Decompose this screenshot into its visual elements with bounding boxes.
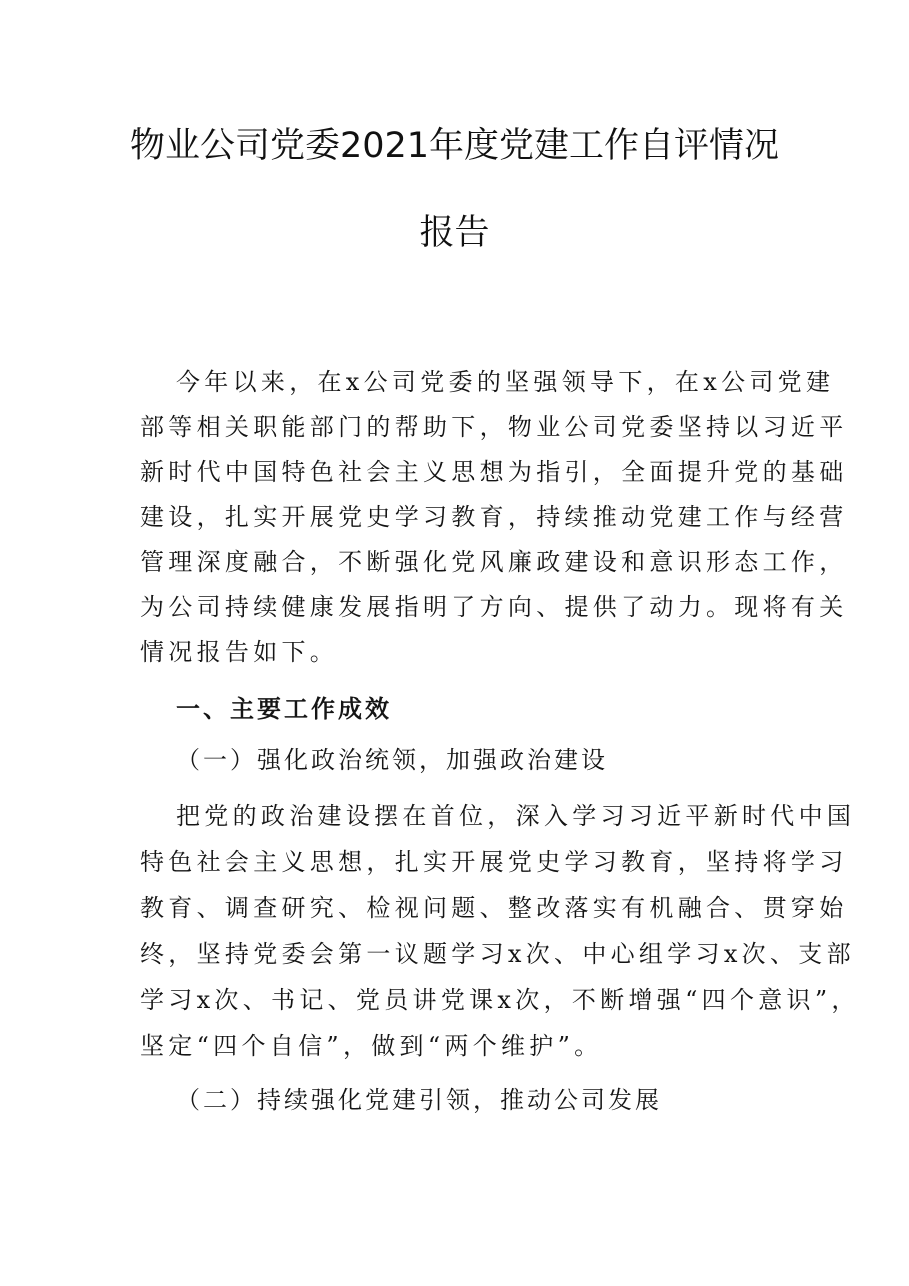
- subsection-heading: （一）强化政治统领，加强政治建设: [176, 746, 608, 774]
- paragraph-line: 学习x次、书记、党员讲党课x次，不断增强“四个意识”，: [140, 986, 860, 1014]
- paragraph-line: 管理深度融合，不断强化党风廉政建设和意识形态工作，: [140, 548, 848, 576]
- paragraph-line: 终，坚持党委会第一议题学习x次、中心组学习x次、支部: [140, 940, 855, 968]
- document-title-line-2: 报告: [419, 213, 490, 253]
- paragraph-line: 情况报告如下。: [140, 638, 339, 666]
- paragraph-line: 教育、调查研究、检视问题、整改落实有机融合、贯穿始: [140, 894, 848, 922]
- paragraph-line: 新时代中国特色社会主义思想为指引，全面提升党的基础: [140, 458, 848, 486]
- paragraph-line: 为公司持续健康发展指明了方向、提供了动力。现将有关: [140, 593, 848, 621]
- section-heading: 一、主要工作成效: [176, 695, 392, 723]
- paragraph-line: 坚定“四个自信”，做到“两个维护”。: [140, 1032, 603, 1060]
- paragraph-line: 今年以来，在x公司党委的坚强领导下，在x公司党建: [176, 368, 835, 396]
- subsection-heading: （二）持续强化党建引领，推动公司发展: [176, 1086, 662, 1114]
- paragraph-line: 把党的政治建设摆在首位，深入学习习近平新时代中国: [176, 802, 856, 830]
- paragraph-line: 建设，扎实开展党史学习教育，持续推动党建工作与经营: [140, 503, 848, 531]
- paragraph-line: 特色社会主义思想，扎实开展党史学习教育，坚持将学习: [140, 848, 848, 876]
- paragraph-line: 部等相关职能部门的帮助下，物业公司党委坚持以习近平: [140, 413, 848, 441]
- document-title-line-1: 物业公司党委2021年度党建工作自评情况: [129, 126, 780, 166]
